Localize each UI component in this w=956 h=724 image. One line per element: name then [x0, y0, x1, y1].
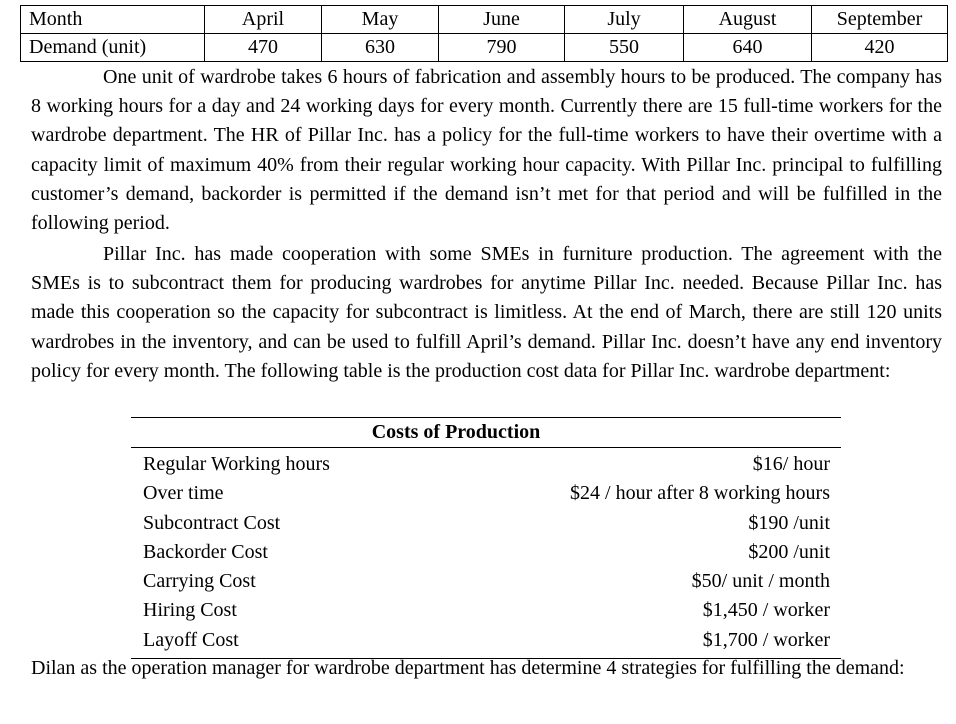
month-cell-june: June: [439, 6, 565, 34]
demand-row-label-cell: Demand (unit): [21, 34, 205, 62]
demand-table-value-row: [21, 34, 948, 62]
cost-value: $16/ hour: [752, 453, 830, 475]
demand-cell-august: 640: [684, 34, 812, 62]
cost-row-regular: [131, 450, 841, 479]
month-cell-may: May: [322, 6, 439, 34]
demand-cell-april: 470: [205, 34, 322, 62]
paragraph-subcontract-inventory: Pillar Inc. has made cooperation with some SMEs in furniture production. The agreement with the SMEs is to subcontract them for producing wardrobes for anytime Pillar Inc. needed. Because Pillar Inc. has made this cooperation so the capacity for subcontract is limitless. At the end of March, there are still 120 units wardrobes in the inventory, and can be used to fulfill April’s demand. Pillar Inc. doesn’t have any end inventory policy for every month. The following table is the production cost data for Pillar Inc. wardrobe department:: [31, 243, 942, 382]
cost-row-layoff: [131, 626, 841, 655]
cost-row-carrying: [131, 567, 841, 596]
cost-value: $1,700 / worker: [702, 628, 830, 651]
costs-table-body: [131, 448, 841, 658]
cost-value: $24 / hour after 8 working hours: [570, 482, 830, 505]
demand-cell-september: 420: [812, 34, 948, 62]
demand-cell-may: 630: [322, 34, 439, 62]
cost-value: $1,450 / worker: [702, 599, 830, 622]
demand-cell-june: 790: [439, 34, 565, 62]
demand-table: [20, 5, 948, 62]
cost-label: Backorder Cost: [143, 540, 268, 563]
demand-table-header-row: [21, 6, 948, 34]
cost-row-overtime: [131, 479, 841, 508]
month-cell-august: August: [684, 6, 812, 34]
cost-label: Over time: [143, 482, 224, 505]
paragraph-production-capacity: One unit of wardrobe takes 6 hours of fabrication and assembly hours to be produced. The company has 8 working hours for a day and 24 working days for every month. Currently there are 15 full-time workers for the wardrobe department. The HR of Pillar Inc. has a policy for the full-time workers to have their overtime with a capacity limit of maximum 40% from their regular working hour capacity. With Pillar Inc. principal to fulfilling customer’s demand, backorder is permitted if the demand isn’t met for that period and will be fulfilled in the following period.: [31, 66, 942, 235]
costs-table-title: Costs of Production: [371, 421, 541, 443]
month-cell-july: July: [565, 6, 684, 34]
cost-value: $190 /unit: [748, 511, 830, 534]
cost-label: Hiring Cost: [143, 599, 237, 622]
month-cell-september: September: [812, 6, 948, 34]
cost-row-subcontract: [131, 509, 841, 538]
demand-cell-july: 550: [565, 34, 684, 62]
cost-value: $200 /unit: [748, 540, 830, 563]
costs-of-production-table: [131, 417, 841, 659]
cost-row-hiring: [131, 596, 841, 625]
month-header-cell: Month: [21, 6, 205, 34]
cost-value: $50/ unit / month: [691, 570, 830, 593]
cost-label: Subcontract Cost: [143, 511, 281, 534]
cost-label: Regular Working hours: [143, 453, 330, 475]
cost-label: Carrying Cost: [143, 570, 256, 593]
cost-label: Layoff Cost: [143, 628, 239, 651]
month-cell-april: April: [205, 6, 322, 34]
cost-row-backorder: [131, 538, 841, 567]
paragraph-strategies-intro: Dilan as the operation manager for wardrobe department has determine 4 strategies for fulfilling the demand:: [31, 657, 905, 679]
